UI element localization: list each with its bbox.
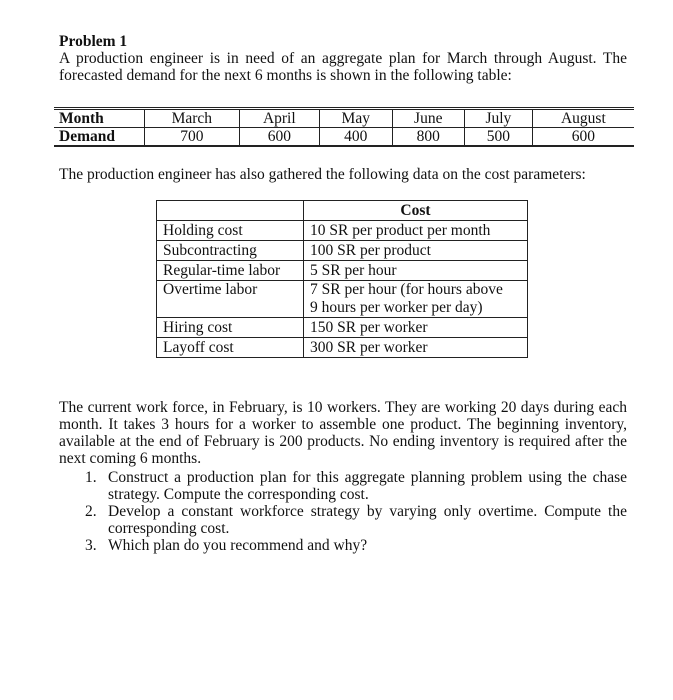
- demand-table: [54, 107, 634, 147]
- month-cell-march: March: [145, 109, 240, 128]
- cost-label-regular-labor: Regular-time labor: [157, 261, 304, 281]
- demand-row-header: Demand: [54, 128, 145, 147]
- cost-value-regular-labor: 5 SR per hour: [304, 261, 528, 281]
- month-cell-may: May: [320, 109, 393, 128]
- question-number: 2.: [85, 503, 97, 520]
- question-text: Develop a constant workforce strategy by varying only overtime. Compute the corresponding cost.: [108, 503, 627, 537]
- question-item: [59, 537, 627, 554]
- question-text: Construct a production plan for this aggregate planning problem using the chase strategy. Compute the corresponding cost.: [108, 469, 627, 503]
- cost-row-layoff: [157, 338, 528, 358]
- cost-row-overtime: [157, 281, 528, 318]
- cost-table-header: Cost: [304, 201, 528, 221]
- cost-value-overtime-line1: 7 SR per hour (for hours above: [310, 281, 503, 298]
- demand-table-demand-row: [54, 128, 634, 147]
- cost-label-hiring: Hiring cost: [157, 318, 304, 338]
- cost-value-holding: 10 SR per product per month: [304, 221, 528, 241]
- cost-label-layoff: Layoff cost: [157, 338, 304, 358]
- cost-row-subcontracting: [157, 241, 528, 261]
- question-text: Which plan do you recommend and why?: [108, 537, 368, 554]
- cost-row-hiring: [157, 318, 528, 338]
- cost-table-header-blank: [157, 201, 304, 221]
- cost-value-hiring: 150 SR per worker: [304, 318, 528, 338]
- questions-list: [59, 469, 627, 554]
- cost-table-header-row: [157, 201, 528, 221]
- demand-cell-may: 400: [320, 128, 393, 147]
- cost-value-overtime: [304, 281, 528, 318]
- cost-row-regular-labor: [157, 261, 528, 281]
- cost-table: [156, 200, 528, 358]
- cost-label-subcontracting: Subcontracting: [157, 241, 304, 261]
- question-number: 3.: [85, 537, 97, 554]
- demand-cell-june: 800: [392, 128, 465, 147]
- cost-value-subcontracting: 100 SR per product: [304, 241, 528, 261]
- cost-row-holding: [157, 221, 528, 241]
- month-row-header: Month: [54, 109, 145, 128]
- demand-cell-april: 600: [239, 128, 319, 147]
- demand-cell-march: 700: [145, 128, 240, 147]
- cost-value-overtime-line2: 9 hours per worker per day): [310, 299, 483, 316]
- problem-title: Problem 1: [59, 33, 128, 50]
- demand-cell-august: 600: [532, 128, 634, 147]
- cost-value-layoff: 300 SR per worker: [304, 338, 528, 358]
- question-item: [59, 503, 627, 537]
- workforce-paragraph: The current work force, in February, is 10 workers. They are working 20 days during each month. It takes 3 hours for a worker to assemble one product. The beginning inventory, available at the end of February is 200 products. No ending inventory is required after the next coming 6 months.: [59, 399, 627, 467]
- demand-table-month-row: [54, 109, 634, 128]
- month-cell-april: April: [239, 109, 319, 128]
- month-cell-august: August: [532, 109, 634, 128]
- demand-cell-july: 500: [465, 128, 533, 147]
- question-number: 1.: [85, 469, 97, 486]
- question-item: [59, 469, 627, 503]
- month-cell-july: July: [465, 109, 533, 128]
- problem-intro: A production engineer is in need of an aggregate plan for March through August. The forecasted demand for the next 6 months is shown in the following table:: [59, 50, 627, 84]
- cost-label-overtime: Overtime labor: [157, 281, 304, 318]
- cost-intro: The production engineer has also gathered the following data on the cost parameters:: [59, 166, 586, 183]
- month-cell-june: June: [392, 109, 465, 128]
- cost-label-holding: Holding cost: [157, 221, 304, 241]
